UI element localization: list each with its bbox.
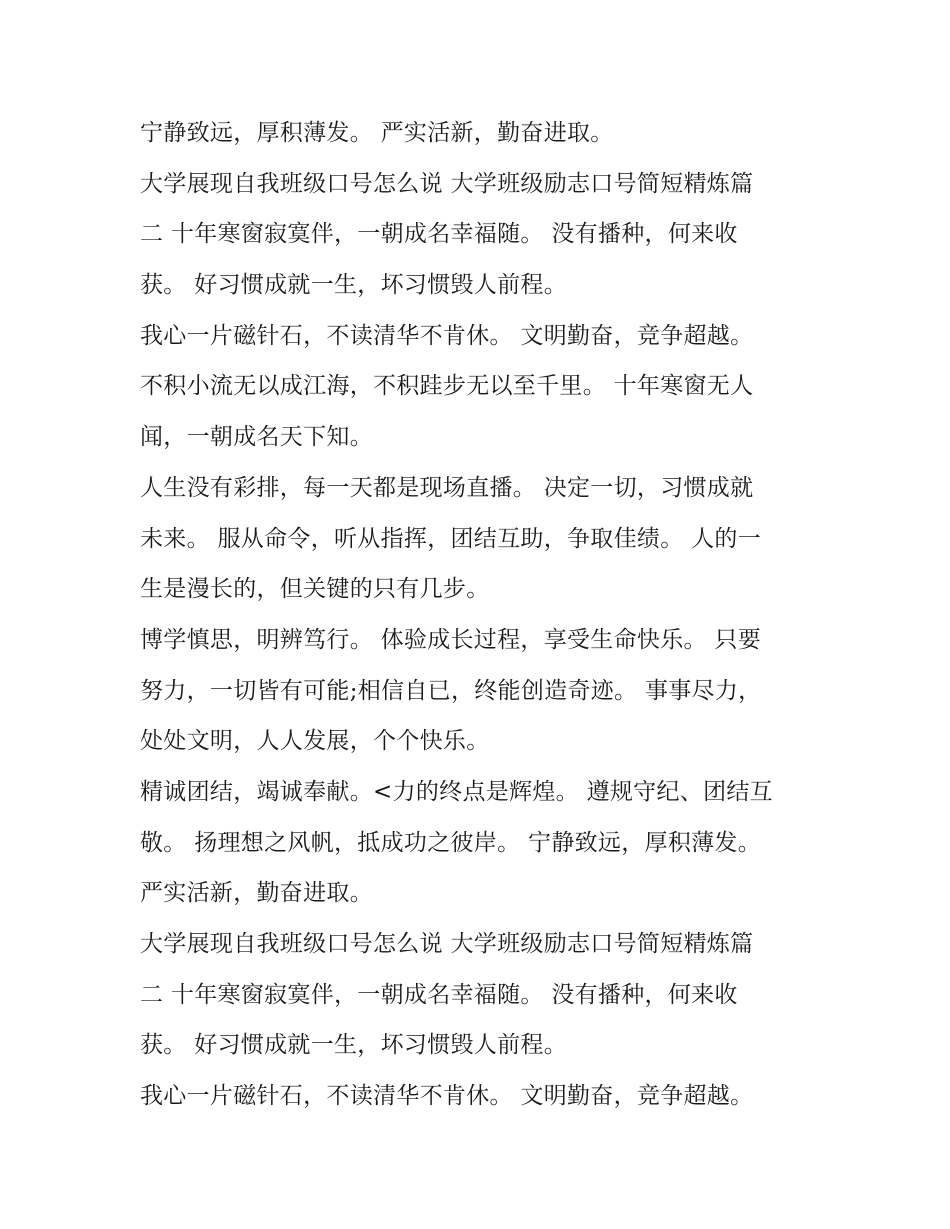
text-line-15: 敬。 扬理想之风帆，抵成功之彼岸。 宁静致远，厚积薄发。 xyxy=(140,829,762,856)
text-line-10: 生是漫长的，但关键的只有几步。 xyxy=(140,576,490,603)
text-line-18: 二 十年寒窗寂寞伴，一朝成名幸福随。 没有播种，何来收 xyxy=(140,981,738,1008)
text-line-7: 闻，一朝成名天下知。 xyxy=(140,424,373,451)
text-line-4: 获。 好习惯成就一生，坏习惯毁人前程。 xyxy=(140,272,568,299)
text-line-9: 未来。 服从命令，听从指挥，团结互助，争取佳绩。 人的一 xyxy=(140,525,762,552)
document-body xyxy=(140,108,820,1122)
text-line-3: 二 十年寒窗寂寞伴，一朝成名幸福随。 没有播种，何来收 xyxy=(140,221,738,248)
text-line-14: 精诚团结，竭诚奉献。<力的终点是辉煌。 遵规守纪、团结互 xyxy=(140,778,773,805)
text-line-19: 获。 好习惯成就一生，坏习惯毁人前程。 xyxy=(140,1032,568,1059)
text-line-11: 博学慎思，明辨笃行。 体验成长过程，享受生命快乐。 只要 xyxy=(140,626,762,653)
text-line-6: 不积小流无以成江海，不积跬步无以至千里。 十年寒窗无人 xyxy=(140,373,754,400)
text-line-16: 严实活新，勤奋进取。 xyxy=(140,880,373,907)
text-line-12: 努力，一切皆有可能;相信自已，终能创造奇迹。 事事尽力， xyxy=(140,677,762,704)
text-line-17: 大学展现自我班级口号怎么说 大学班级励志口号简短精炼篇 xyxy=(140,931,754,957)
text-line-1: 宁静致远，厚积薄发。 严实活新，勤奋进取。 xyxy=(140,120,614,146)
text-line-5: 我心一片磁针石，不读清华不肯休。 文明勤奋，竞争超越。 xyxy=(140,322,754,349)
text-line-20: 我心一片磁针石，不读清华不肯休。 文明勤奋，竞争超越。 xyxy=(140,1083,754,1110)
text-line-13: 处处文明，人人发展，个个快乐。 xyxy=(140,728,490,755)
text-line-8: 人生没有彩排，每一天都是现场直播。 决定一切，习惯成就 xyxy=(140,474,754,501)
text-line-2: 大学展现自我班级口号怎么说 大学班级励志口号简短精炼篇 xyxy=(140,170,754,197)
